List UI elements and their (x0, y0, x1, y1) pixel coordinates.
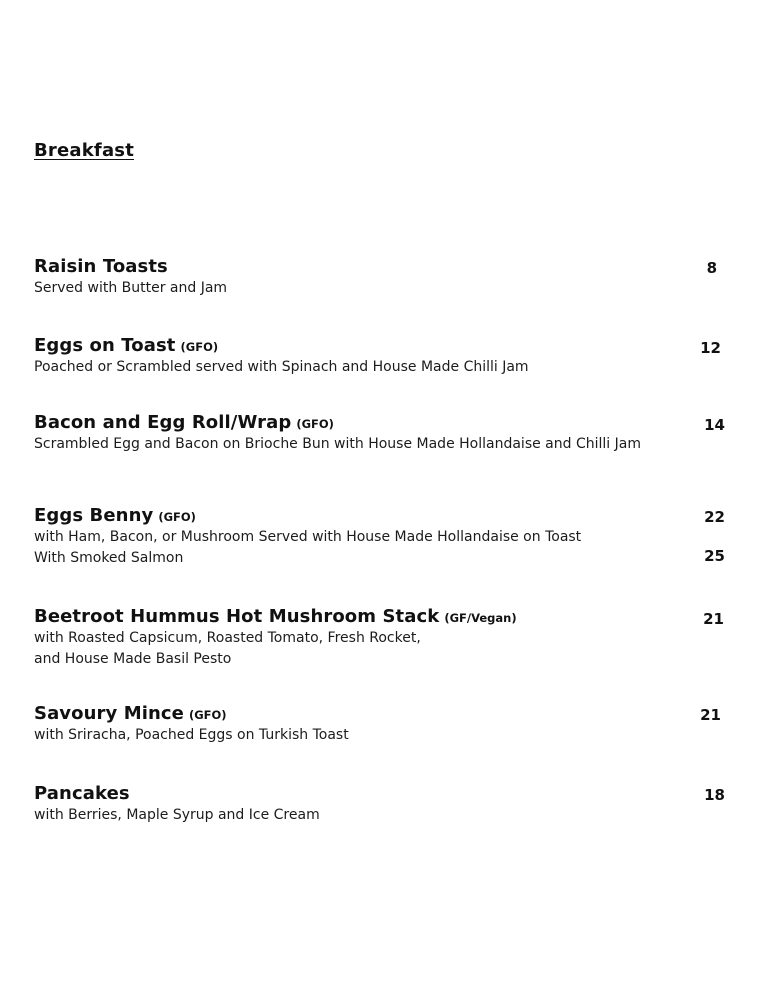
menu-item-pancakes (34, 783, 734, 825)
item-description: with Sriracha, Poached Eggs on Turkish Toast (34, 727, 349, 743)
section-heading: Breakfast (34, 140, 135, 161)
item-price: 22 (704, 508, 725, 526)
item-description: Scrambled Egg and Bacon on Brioche Bun with House Made Hollandaise and Chilli Jam (34, 436, 641, 452)
menu-item-savoury-mince (34, 703, 734, 745)
item-name: Pancakes (34, 783, 130, 804)
item-description: with Roasted Capsicum, Roasted Tomato, Fresh Rocket, (34, 630, 421, 646)
menu-item-beetroot-stack (34, 606, 734, 669)
item-description: Served with Butter and Jam (34, 280, 228, 296)
item-price: 12 (700, 339, 721, 357)
menu-item-bacon-egg-roll (34, 412, 734, 454)
item-name: Beetroot Hummus Hot Mushroom Stack (34, 606, 440, 627)
dietary-tag: (GF/Vegan) (444, 611, 517, 625)
item-description-extra: With Smoked Salmon (34, 550, 184, 566)
item-description: with Berries, Maple Syrup and Ice Cream (34, 807, 320, 823)
item-name: Eggs on Toast (34, 335, 176, 356)
item-price: 18 (704, 786, 725, 804)
item-description: Poached or Scrambled served with Spinach and House Made Chilli Jam (34, 359, 529, 375)
menu-item-eggs-benny (34, 505, 734, 568)
dietary-tag: (GFO) (188, 708, 227, 722)
dietary-tag: (GFO) (158, 510, 196, 524)
item-price: 21 (703, 610, 724, 628)
item-price: 21 (700, 706, 721, 724)
item-name: Eggs Benny (34, 505, 154, 526)
menu-item-raisin-toasts (34, 256, 734, 298)
dietary-tag: (GFO) (296, 417, 334, 431)
item-price: 8 (706, 259, 717, 277)
item-price: 14 (704, 416, 725, 434)
item-description-line2: and House Made Basil Pesto (34, 651, 232, 667)
dietary-tag: (GFO) (180, 340, 219, 354)
item-name: Savoury Mince (34, 703, 184, 724)
item-name: Raisin Toasts (34, 256, 168, 277)
item-name: Bacon and Egg Roll/Wrap (34, 412, 292, 433)
menu-item-eggs-on-toast (34, 335, 734, 377)
item-extra-price: 25 (704, 547, 725, 565)
item-description: with Ham, Bacon, or Mushroom Served with House Made Hollandaise on Toast (34, 529, 582, 545)
